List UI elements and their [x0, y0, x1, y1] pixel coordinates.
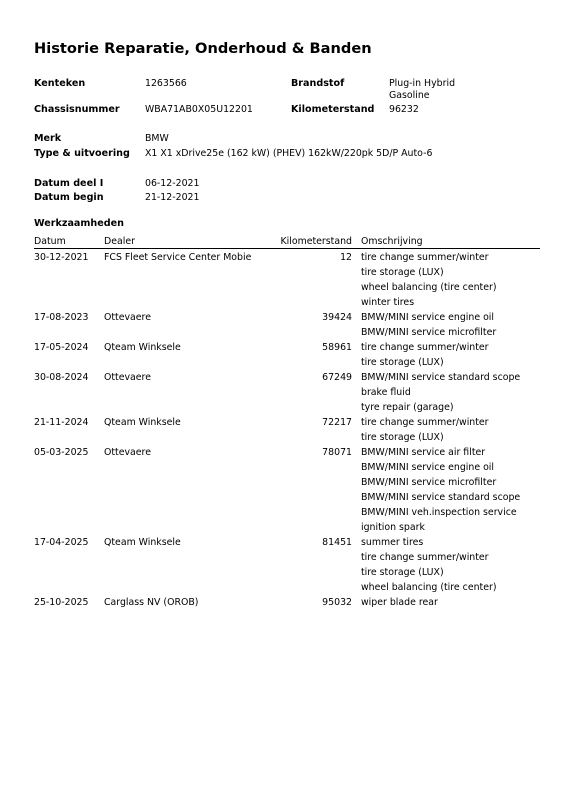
row-kilometerstand: 78071 [322, 447, 352, 458]
werkzaamheden-title: Werkzaamheden [34, 218, 124, 229]
row-dealer: Ottevaere [104, 447, 151, 458]
kenteken-value: 1263566 [145, 78, 187, 89]
table-row [0, 310, 575, 340]
merk-label: Merk [34, 133, 62, 144]
description-line: ignition spark [361, 522, 425, 533]
row-omschrijving [361, 535, 497, 595]
description-line: BMW/MINI service microfilter [361, 327, 497, 338]
description-line: tire storage (LUX) [361, 357, 444, 368]
description-line: BMW/MINI service engine oil [361, 462, 495, 473]
datum-begin-label: Datum begin [34, 192, 104, 203]
datum-deel-value: 06-12-2021 [145, 178, 200, 189]
table-row [0, 595, 575, 610]
row-kilometerstand: 58961 [322, 342, 352, 353]
description-line: wheel balancing (tire center) [361, 582, 497, 593]
brandstof-value-line2: Gasoline [389, 90, 430, 101]
row-dealer: Carglass NV (OROB) [104, 597, 199, 608]
description-line: BMW/MINI service standard scope [361, 492, 521, 503]
table-row [0, 415, 575, 445]
row-dealer: Qteam Winksele [104, 417, 181, 428]
description-line: BMW/MINI service microfilter [361, 477, 497, 488]
row-kilometerstand: 12 [340, 252, 352, 263]
description-line: tire change summer/winter [361, 342, 489, 353]
description-line: winter tires [361, 297, 415, 308]
row-kilometerstand: 72217 [322, 417, 352, 428]
datum-deel-label: Datum deel I [34, 178, 104, 189]
row-date: 30-12-2021 [34, 252, 89, 263]
description-line: BMW/MINI veh.inspection service [361, 507, 517, 518]
description-line: wiper blade rear [361, 597, 438, 608]
row-date: 17-08-2023 [34, 312, 89, 323]
row-date: 30-08-2024 [34, 372, 89, 383]
row-omschrijving [361, 340, 489, 370]
description-line: brake fluid [361, 387, 411, 398]
description-line: tire change summer/winter [361, 252, 489, 263]
row-kilometerstand: 39424 [322, 312, 352, 323]
row-dealer: FCS Fleet Service Center Mobie [104, 252, 252, 263]
description-line: tire change summer/winter [361, 417, 489, 428]
brandstof-value-line1: Plug-in Hybrid [389, 78, 456, 89]
row-kilometerstand: 81451 [322, 537, 352, 548]
description-line: BMW/MINI service engine oil [361, 312, 495, 323]
row-dealer: Qteam Winksele [104, 342, 181, 353]
row-omschrijving [361, 370, 520, 415]
row-dealer: Ottevaere [104, 312, 151, 323]
row-omschrijving [361, 415, 489, 445]
row-date: 21-11-2024 [34, 417, 89, 428]
column-header-omschrijving: Omschrijving [361, 236, 423, 247]
row-dealer: Ottevaere [104, 372, 151, 383]
description-line: tire storage (LUX) [361, 267, 444, 278]
description-line: tire storage (LUX) [361, 432, 444, 443]
chassis-value: WBA71AB0X05U12201 [145, 104, 253, 115]
datum-begin-value: 21-12-2021 [145, 192, 200, 203]
chassis-label: Chassisnummer [34, 104, 120, 115]
column-header-kilometerstand: Kilometerstand [280, 236, 352, 247]
type-label: Type & uitvoering [34, 148, 130, 159]
row-omschrijving [361, 445, 520, 535]
row-date: 25-10-2025 [34, 597, 89, 608]
description-line: wheel balancing (tire center) [361, 282, 497, 293]
row-date: 17-05-2024 [34, 342, 89, 353]
table-row [0, 445, 575, 535]
row-omschrijving [361, 250, 497, 310]
page-title: Historie Reparatie, Onderhoud & Banden [34, 40, 372, 57]
description-line: tyre repair (garage) [361, 402, 454, 413]
row-date: 17-04-2025 [34, 537, 89, 548]
column-header-datum: Datum [34, 236, 66, 247]
table-row [0, 250, 575, 310]
row-dealer: Qteam Winksele [104, 537, 181, 548]
table-row [0, 535, 575, 595]
description-line: tire storage (LUX) [361, 567, 444, 578]
werkzaamheden-table-body [0, 250, 575, 610]
row-kilometerstand: 67249 [322, 372, 352, 383]
description-line: tire change summer/winter [361, 552, 489, 563]
description-line: BMW/MINI service standard scope [361, 372, 521, 383]
description-line: BMW/MINI service air filter [361, 447, 486, 458]
kenteken-label: Kenteken [34, 78, 86, 89]
row-omschrijving [361, 595, 438, 610]
type-value: X1 X1 xDrive25e (162 kW) (PHEV) 162kW/220pk 5D/P Auto-6 [145, 148, 433, 159]
merk-value: BMW [145, 133, 169, 144]
table-row [0, 340, 575, 370]
row-date: 05-03-2025 [34, 447, 89, 458]
row-kilometerstand: 95032 [322, 597, 352, 608]
table-header-divider [34, 248, 540, 249]
kilometerstand-label: Kilometerstand [291, 104, 375, 115]
kilometerstand-value: 96232 [389, 104, 419, 115]
description-line: summer tires [361, 537, 424, 548]
table-row [0, 370, 575, 415]
column-header-dealer: Dealer [104, 236, 135, 247]
brandstof-label: Brandstof [291, 78, 345, 89]
row-omschrijving [361, 310, 496, 340]
